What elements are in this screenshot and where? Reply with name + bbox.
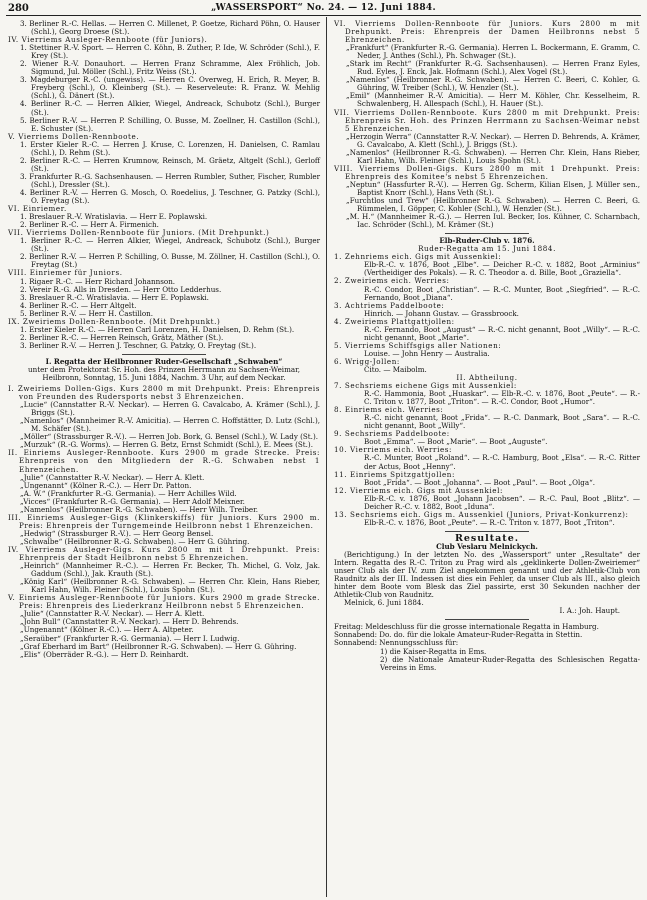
race-heading: 11. Einriems Spitzgattjollen: (334, 469, 456, 479)
race-heading: VI. Einriemer. (8, 204, 67, 214)
entry: „Namenlos“ (Heilbronner R.-G. Schwaben). — Herren Chr. Klein, Hans Rieber, Karl Hahn, Wilh. Fleiner (Schl.), Louis Spohn (St.). (346, 147, 640, 165)
race-heading: VI. Vierriems Dollen-Rennboote für Juniors. Kurs 2800 m mit Drehpunkt. Preis: Ehrenpreis der Damen Heilbronns nebst 5 Ehrenzeichen. (334, 19, 640, 45)
entry: 3. Breslauer R.-C. Wratislavia. — Herr E. Poplawski. (20, 292, 209, 302)
entry: 3. Berliner R.-C. Hellas. — Herren C. Millenet, P. Goetze, Richard Pöhn, O. Hauser (Schl.), Georg Droese (St.). (20, 19, 320, 37)
entry: „Emil“ (Mannheimer R.-V. Amicitia). — Herr M. Köhler, Chr. Kesselheim, R. Schwalenberg, H. Allespach (Schl.), H. Hauer (St.). (346, 91, 640, 109)
left-column (8, 20, 320, 659)
entry: „Furchtlos und Trew“ (Heilbronner R.-G. Schwaben). — Herren C. Beeri, G. Rümmelen, I. Göpper, C. Kohler (Schl.), W. Henzler (St.). (346, 196, 640, 214)
race-heading: V. Vierriems Dollen-Rennboote. (8, 131, 140, 141)
entry: „Elis“ (Oberräder R.-G.). — Herr D. Reinhardt. (20, 649, 189, 659)
race-heading: VIII. Vierriems Dollen-Gigs. Kurs 2800 m mit 1 Drehpunkt. Preis: Ehrenpreis des Komitee's nebst 5 Ehrenzeichen. (334, 163, 640, 181)
entry: „M. H.“ (Mannheimer R.-G.). — Herren Iul. Becker, Ios. Kühner, C. Scharnbach, Iac. Schröder (Schl.), M. Krämer (St.) (346, 212, 640, 230)
entry: Cito. — Maibolm. (364, 364, 427, 374)
entry: Elb-R.-C. v. 1876, Boot „Johann Jacobsen“. — R.-C. Paul, Boot „Blitz“. — Deicher R.-C. v. 1882, Boot „Iduna“. (364, 493, 640, 511)
entry: Boot „Emma“. — Boot „Marie“. — Boot „Auguste“. (364, 437, 548, 447)
race-heading: IV. Vierriems Ausleger-Rennboote (für Juniors). (8, 35, 208, 45)
race-heading: 6. Wrigg-Jollen: (334, 356, 400, 366)
race-heading: 7. Sechsriems eichene Gigs mit Aussenkiel: (334, 381, 517, 391)
race-heading: 4. Zweiriems Plattgattjollen: (334, 316, 455, 326)
race-heading: 10. Vierriems eich. Werries: (334, 445, 453, 455)
entry: Hinrich. — Johann Gustav. — Grassbroock. (364, 308, 519, 318)
race-heading: 5. Vierriems Schiffsgigs aller Nationen: (334, 340, 502, 350)
race-heading: VIII. Einriemer für Juniors. (8, 268, 123, 278)
entry: „A. W.“ (Frankfurter R.-G. Germania). — Herr Achilles Wild. (20, 488, 237, 498)
header-rule (6, 15, 641, 16)
entry: „Ungenannt“ (Kölner R.-C.). — Herr A. Altpeter. (20, 625, 194, 635)
calendar-item: Sonnabend: Do. do. für die lokale Amateur-Ruder-Regatta in Stettin. (334, 630, 583, 640)
signature: I. A.: Joh. Haupt. (559, 606, 620, 616)
entry: Louise. — John Henry — Australia. (364, 348, 490, 358)
column-divider (326, 17, 327, 897)
regatta-subtitle: unter dem Protektorat Sr. Hoh. des Prinzen Herrmann zu Sachsen-Weimar, Heilbronn, Sonntag, 15. Juni 1884, Nachm. 3 Uhr, auf dem Neckar. (28, 364, 300, 383)
right-column (334, 20, 640, 672)
race-heading: VII. Vierriems Dollen-Rennboote für Juniors. (Mit Drehpunkt.) (8, 228, 270, 238)
race-heading: 12. Vierriems eich. Gigs mit Aussenkiel: (334, 485, 503, 495)
race-heading: IV. Vierriems Ausleger-Gigs. Kurs 2800 m mit 1 Drehpunkt. Preis: Ehrenpreis der Stadt Heilbronn nebst 5 Ehrenzeichen. (8, 545, 320, 563)
entry: 2. Berliner R.-C. — Herren Reinsch, Grätz, Mäther (St.). (20, 332, 224, 342)
entry: 5. Berliner R.-V. — Herren P. Schilling, O. Busse, M. Zoellner, H. Castillon (Schl.), E. Schuster (St.). (20, 115, 320, 133)
race-heading: II. Einriems Ausleger-Rennboote. Kurs 2900 m grade Strecke. Preis: Ehrenpreis von den Mitgliedern der R.-G. Schwaben nebst 1 Ehrenzeichen. (8, 448, 320, 474)
club-title: Elb-Ruder-Club v. 1876. (439, 236, 535, 246)
entry: R.-C. Condor, Boot „Christian“. — R.-C. Munter, Boot „Siegfried“. — R.-C. Fernando, Boot „Diana“. (364, 284, 640, 302)
entry: 1. Stettiner R.-V. Sport. — Herren C. Köhn, B. Zuther, P. Ide, W. Schröder (Schl.), F. Krey (St.). (20, 43, 320, 61)
entry: 1. Erster Kieler R.-C. — Herren Carl Lorenzen, H. Danielsen, D. Rehm (St.). (20, 324, 295, 334)
race-heading: VII. Vierriems Dollen-Rennboote. Kurs 2800 m mit Drehpunkt. Preis: Ehrenpreis Sr. Hoh. des Prinzen Herrmann zu Sachsen-Weimar nebst 5 Ehrenzeichen. (334, 107, 640, 133)
entry: „Frankfurt“ (Frankfurter R.-G. Germania). Herren L. Bockermann, E. Gramm, C. Neder, J. Anthes (Schl.), Ph. Schwager (St.). (346, 43, 640, 61)
race-heading: 9. Sechsriems Paddelboote: (334, 429, 450, 439)
entry: „Murzuk“ (R.-G. Worms). — Herren G. Betz, Ernst Schmidt (Schl.), E. Mees (St.). (20, 440, 313, 450)
section-rule (445, 531, 529, 532)
entry: „Herzogin Werra“ (Cannstatter R.-V. Neckar). — Herren D. Behrends, A. Krämer, G. Cavalcabo, A. Klett (Schl.), J. Briggs (St.). (346, 131, 640, 149)
race-heading: 8. Einriems eich. Werries: (334, 405, 444, 415)
entry: 5. Berliner R.-V. — Herr H. Castillon. (20, 308, 154, 318)
race-heading: I. Zweiriems Dollen-Gigs. Kurs 2800 m mit Drehpunkt. Preis: Ehrenpreis von Freunden des Rudersports nebst 3 Ehrenzeichen. (8, 384, 320, 402)
section-rule (122, 354, 206, 355)
race-heading: 13. Sechsriems eich. Gigs m. Aussenkiel (Juniors, Privat-Konkurrenz): (334, 509, 629, 519)
page-header (0, 0, 647, 16)
entry: Elb-R.-C. v. 1876, Boot „Peute“. — R.-C. Triton v. 1877, Boot „Triton“. (364, 517, 615, 527)
entry: „Stark im Recht“ (Frankfurter R.-G. Sachsenhausen). — Herren Franz Eyles, Rud. Eyles, J. Enck, Jak. Hofmann (Schl.), Alex Vogel (St.). (346, 59, 640, 77)
entry: „Namenlos“ (Mannheimer R.-V. Amicitia). — Herren C. Hoffstätter, D. Lutz (Schl.), M. Schäfer (St.). (20, 416, 320, 434)
entry: „Schwalbe“ (Heilbronner R.-G. Schwaben). — Herr G. Gühring. (20, 536, 250, 546)
entry: 1. Rigaer R.-C. — Herr Richard Johannson. (20, 276, 176, 286)
race-heading: 3. Achtriems Paddelboote: (334, 300, 445, 310)
entry: „Julie“ (Cannstatter R.-V. Neckar). — Herr A. Klett. (20, 472, 205, 482)
entry: 2. Vereir R.-G. Alls in Dresden. — Herr Otto Ledderhus. (20, 284, 222, 294)
entry: „Vicces“ (Frankfurter R.-G. Germania). — Herr Adolf Meixner. (20, 496, 245, 506)
entry: „Graf Eberhard im Bart“ (Heilbronner R.-G. Schwaben). — Herr G. Gühring. (20, 641, 297, 651)
entry: „Seraüber“ (Frankfurter R.-G. Germania). — Herr I. Ludwig. (20, 633, 240, 643)
entry: 2. Wiener R.-V. Donauhort. — Herren Franz Schramme, Alex Fröhlich, Job. Sigmund, Jul. Möller (Schl.), Fritz Weiss (St.). (20, 59, 320, 77)
regatta-title: I. Regatta der Heilbronner Ruder-Gesellschaft „Schwaben“ (45, 356, 283, 366)
entry: Elb-R.-C. v. 1876, Boot „Elbe“. — Deicher R.-C. v. 1882, Boot „Arminius“ (Vertheidiger des Pokals). — R. C. Theodor a. d. Bille, Boot „Graziella“. (364, 260, 640, 278)
entry: 4. Berliner R.-C. — Herr Altgelt. (20, 300, 137, 310)
entry: R.-C. Munter, Boot „Roland“. — R.-C. Hamburg, Boot „Elsa“. — R.-C. Ritter der Actus, Boot „Henny“. (364, 453, 640, 471)
section-rule (445, 233, 529, 234)
entry: 1. Berliner R.-C. — Herren Alkier, Wiegel, Andreack, Schubotz (Schl.), Burger (St.). (20, 236, 320, 254)
entry: 1. Breslauer R.-V. Wratislavia. — Herr E. Poplawski. (20, 212, 208, 222)
race-heading: III. Einriems Ausleger-Gigs (Klinkerskiffs) für Juniors. Kurs 2900 m. Preis: Ehrenpreis der Turngemeinde Heilbronn nebst 1 Ehrenzeichen. (8, 512, 320, 530)
correction-text: (Berichtigung.) In der letzten No. des „Wassersport“ unter „Resultate“ der Intern. Regatta des R.-C. Triton zu Prag wird als „geklinkerte Dollen-Zweiriemer“ unser Club als der IV. zum Ziel angekommen genannt und der Athletik-Club von Raudnitz als der III. Indessen ist dies ein Fehler, da unser Club als III., also gleich hinter dem Boote vom Blesk das Ziel passirte, erst 30 Sekunden nachher der Athletik-Club von Raudnitz. (334, 550, 640, 600)
entry: „Heinrich“ (Mannheimer R.-C.). — Herren Fr. Becker, Th. Michel, G. Volz, Jak. Gaddum (Schl.), Jak. Krauth (St.). (20, 561, 320, 579)
masthead-title: „WASSERSPORT“ No. 24. — 12. Juni 1884. (211, 3, 436, 13)
entry: „Möller“ (Strassburger R.-V.). — Herren Job. Bork, G. Bensel (Schl.), W. Lady (St.). (20, 432, 319, 442)
entry: „John Bull“ (Cannstatter R.-V. Neckar). — Herr D. Behrends. (20, 617, 239, 627)
regatta-date: Ruder-Regatta am 15. Juni 1884. (418, 244, 556, 254)
dateline: Melnick, 6. Juni 1884. (344, 598, 424, 608)
entry: „König Karl“ (Heilbronner R.-G. Schwaben). — Herren Chr. Klein, Hans Rieber, Karl Hahn, Wilh. Fleiner (Schl.), Louis Spohn (St.). (20, 577, 320, 595)
entry: R.-C. Fernando, Boot „August“ — R.-C. nicht genannt, Boot „Willy“. — R.-C. nicht genannt, Boot „Marie“. (364, 324, 640, 342)
calendar-subitem: 1) die Kaiser-Regatta in Ems. (380, 646, 487, 656)
calendar-item: Sonnabend: Nennungsschluss für: (334, 638, 459, 648)
entry: R.-C. Hammonia, Boot „Huaskar“. — Elb-R.-C. v. 1876, Boot „Peute“. — R.-C. Triton v. 1877, Boot „Triton“. — R.-C. Condor, Boot „Humor“. (364, 389, 640, 407)
entry: „Ungenannt“ (Kölner R.-C.). — Herr Dr. Patton. (20, 480, 192, 490)
race-heading: V. Einriems Ausleger-Rennboote für Juniors. Kurs 2900 m grade Strecke. Preis: Ehrenpreis des Liederkranz Heilbronn nebst 5 Ehrenzeichen. (8, 593, 320, 611)
calendar-subitem: 2) die Nationale Amateur-Ruder-Regatta des Schlesischen Regatta-Vereins in Ems. (380, 654, 640, 672)
section-rule (445, 619, 529, 620)
club-name: Club Veslaru Melnickych. (436, 541, 538, 551)
page-number: 280 (8, 3, 29, 14)
calendar-item: Freitag: Meldeschluss für die grosse internationale Regatta in Hamburg. (334, 622, 599, 632)
entry: „Neptun“ (Hassfurter R.-V.). — Herren Gg. Scherm, Kilian Elsen, J. Müller sen., Baptist Knorr (Schl.), Hans Veth (St.). (346, 179, 640, 197)
entry: „Namenlos“ (Heilbronner R.-G. Schwaben). — Herr Wilh. Treiber. (20, 504, 259, 514)
entry: „Hedwig“ (Strassburger R.-V.). — Herr Georg Bensel. (20, 528, 214, 538)
entry: 4. Berliner R.-V. — Herren G. Mosch, O. Roedelius, J. Teschner, G. Patzky (Schl.), O. Freytag (St.). (20, 187, 320, 206)
entry: 4. Berliner R.-C. — Herren Alkier, Wiegel, Andreack, Schubotz (Schl.), Burger (St.). (20, 99, 320, 117)
entry: 1. Erster Kieler R.-C. — Herren J. Kruse, C. Lorenzen, H. Danielsen, C. Ramlau (Schl.), D. Rehm (St.). (20, 139, 320, 157)
entry: „Lucie“ (Cannstatter R.-V. Neckar). — Herren G. Cavalcabo, A. Krämer (Schl.), J. Briggs (St.). (20, 400, 320, 418)
results-heading: Resultate. (454, 532, 520, 544)
entry: 2. Berliner R.-C. — Herren Krumnow, Reinsch, M. Gräetz, Altgelt (Schl.), Gerloff (St.). (20, 155, 320, 173)
race-heading: 2. Zweiriems eich. Werries: (334, 276, 450, 286)
entry: R.-C. nicht genannt, Boot „Frida“. — R.-C. Danmark, Boot „Sara“. — R.-C. nicht genannt, Boot „Willy“. (364, 413, 640, 431)
division-heading: II. Abtheilung. (456, 373, 518, 383)
entry: 3. Frankfurter R.-G. Sachsenhausen. — Herren Rumbler, Suther, Fischer, Rumbler (Schl.), Dressler (St.). (20, 171, 320, 189)
entry: „Namenlos“ (Heilbronner R.-G. Schwaben). — Herren C. Beeri, C. Kohler, G. Gühring, W. Treiber (Schl.), W. Henzler (St.). (346, 75, 640, 93)
entry: 3. Magdeburger R.-C. (ungewiss). — Herren C. Overweg, H. Erich, R. Meyer, B. Freyberg (Schl.), O. Kleinberg (St.). — Reserveleute: R. Franz. W. Mehlig (Schl.), G. Dänert (St.). (20, 75, 320, 101)
entry: 3. Berliner R.-V. — Herren J. Teschner, G. Patzky, O. Freytag (St.). (20, 340, 257, 350)
entry: Boot „Frida“. — Boot „Johanna“. — Boot „Paul“. — Boot „Olga“. (364, 477, 595, 487)
race-heading: 1. Zehnriems eich. Gigs mit Aussenkiel: (334, 252, 502, 262)
race-heading: IX. Zweiriems Dollen-Rennboote. (Mit Drehpunkt.) (8, 316, 221, 326)
entry: 2. Berliner R.-V. — Herren P. Schilling, O. Busse, M. Zöllner, H. Castillon (Schl.), O. Freytag (St.) (20, 252, 320, 270)
entry: 2. Berliner R.-C. — Herr A. Firmenich. (20, 220, 159, 230)
entry: „Julie“ (Cannstatter R.-V. Neckar). — Herr A. Klett. (20, 609, 205, 619)
